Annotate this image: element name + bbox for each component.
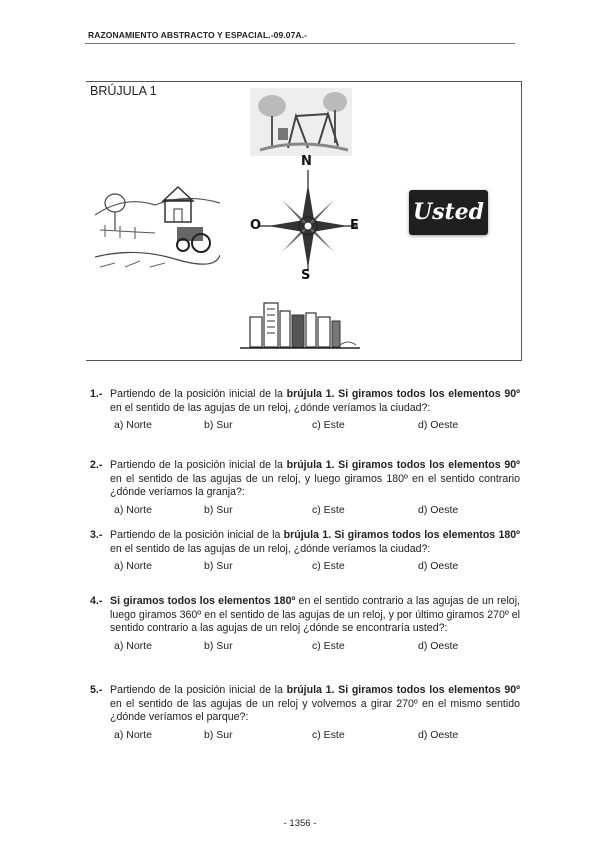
page-number: - 1356 - (283, 818, 317, 829)
option-b[interactable]: b) Sur (204, 560, 233, 572)
option-d[interactable]: d) Oeste (418, 728, 459, 741)
question-text: Partiendo de la posición inicial de la brújula 1. Si giramos todos los elementos 90º en el sentido de las agujas de un reloj, y luego giramos 180º en el sentido contrario ¿dónde veríamos la granja?: (110, 459, 520, 498)
farm-illustration (95, 175, 220, 270)
question-number: 3.- (90, 529, 103, 541)
city-illustration (240, 295, 360, 353)
option-c[interactable]: c) Este (312, 560, 345, 572)
option-d[interactable]: d) Oeste (418, 419, 459, 431)
option-c[interactable]: c) Este (312, 503, 345, 516)
answer-options (90, 729, 520, 743)
option-d[interactable]: d) Oeste (418, 639, 459, 652)
question-5 (90, 684, 520, 743)
option-c[interactable]: c) Este (312, 419, 345, 431)
question-text: Si giramos todos los elementos 180º en el sentido contrario a las agujas de un reloj, luego giramos 360º en el sentido de las agujas de un reloj, y por último giramos 270º el sentido contrario a las agujas de un reloj ¿dónde se encontraría usted?: (110, 595, 520, 634)
option-a[interactable]: a) Norte (114, 503, 152, 516)
option-a[interactable]: a) Norte (114, 560, 152, 572)
answer-options (90, 504, 520, 518)
option-b[interactable]: b) Sur (204, 419, 233, 431)
compass-north-label: N (301, 154, 312, 169)
compass-east-label: E (350, 218, 359, 233)
question-number: 4.- (90, 595, 103, 607)
answer-options (90, 560, 520, 574)
question-3 (90, 529, 520, 574)
option-a[interactable]: a) Norte (114, 728, 152, 741)
header-rule (85, 43, 515, 44)
compass-west-label: O (250, 218, 262, 233)
usted-badge: Usted (409, 190, 488, 235)
question-2 (90, 459, 520, 518)
figure-title: BRÚJULA 1 (90, 84, 157, 98)
question-text: Partiendo de la posición inicial de la brújula 1. Si giramos todos los elementos 90º en el sentido de las agujas de un reloj y volvemos a girar 270º en el mismo sentido ¿dónde veríamos el parque?: (110, 684, 520, 723)
running-header: RAZONAMIENTO ABSTRACTO Y ESPACIAL.-09.07A.- (88, 30, 308, 40)
compass-south-label: S (301, 268, 311, 283)
question-text: Partiendo de la posición inicial de la brújula 1. Si giramos todos los elementos 90º en el sentido de las agujas de un reloj, ¿dónde veríamos la ciudad?: (110, 388, 520, 414)
option-b[interactable]: b) Sur (204, 639, 233, 652)
question-text: Partiendo de la posición inicial de la brújula 1. Si giramos todos los elementos 180º en el sentido de las agujas de un reloj, ¿dónde veríamos la ciudad?: (110, 529, 520, 555)
answer-options (90, 640, 520, 654)
option-b[interactable]: b) Sur (204, 503, 233, 516)
option-d[interactable]: d) Oeste (418, 560, 459, 572)
question-number: 5.- (90, 684, 103, 696)
option-a[interactable]: a) Norte (114, 639, 152, 652)
option-c[interactable]: c) Este (312, 639, 345, 652)
option-d[interactable]: d) Oeste (418, 503, 459, 516)
question-4 (90, 595, 520, 654)
option-c[interactable]: c) Este (312, 728, 345, 741)
question-number: 2.- (90, 459, 103, 471)
question-1 (90, 388, 520, 433)
option-a[interactable]: a) Norte (114, 419, 152, 431)
option-b[interactable]: b) Sur (204, 728, 233, 741)
question-number: 1.- (90, 388, 103, 400)
park-illustration (250, 88, 352, 156)
answer-options (90, 419, 520, 433)
